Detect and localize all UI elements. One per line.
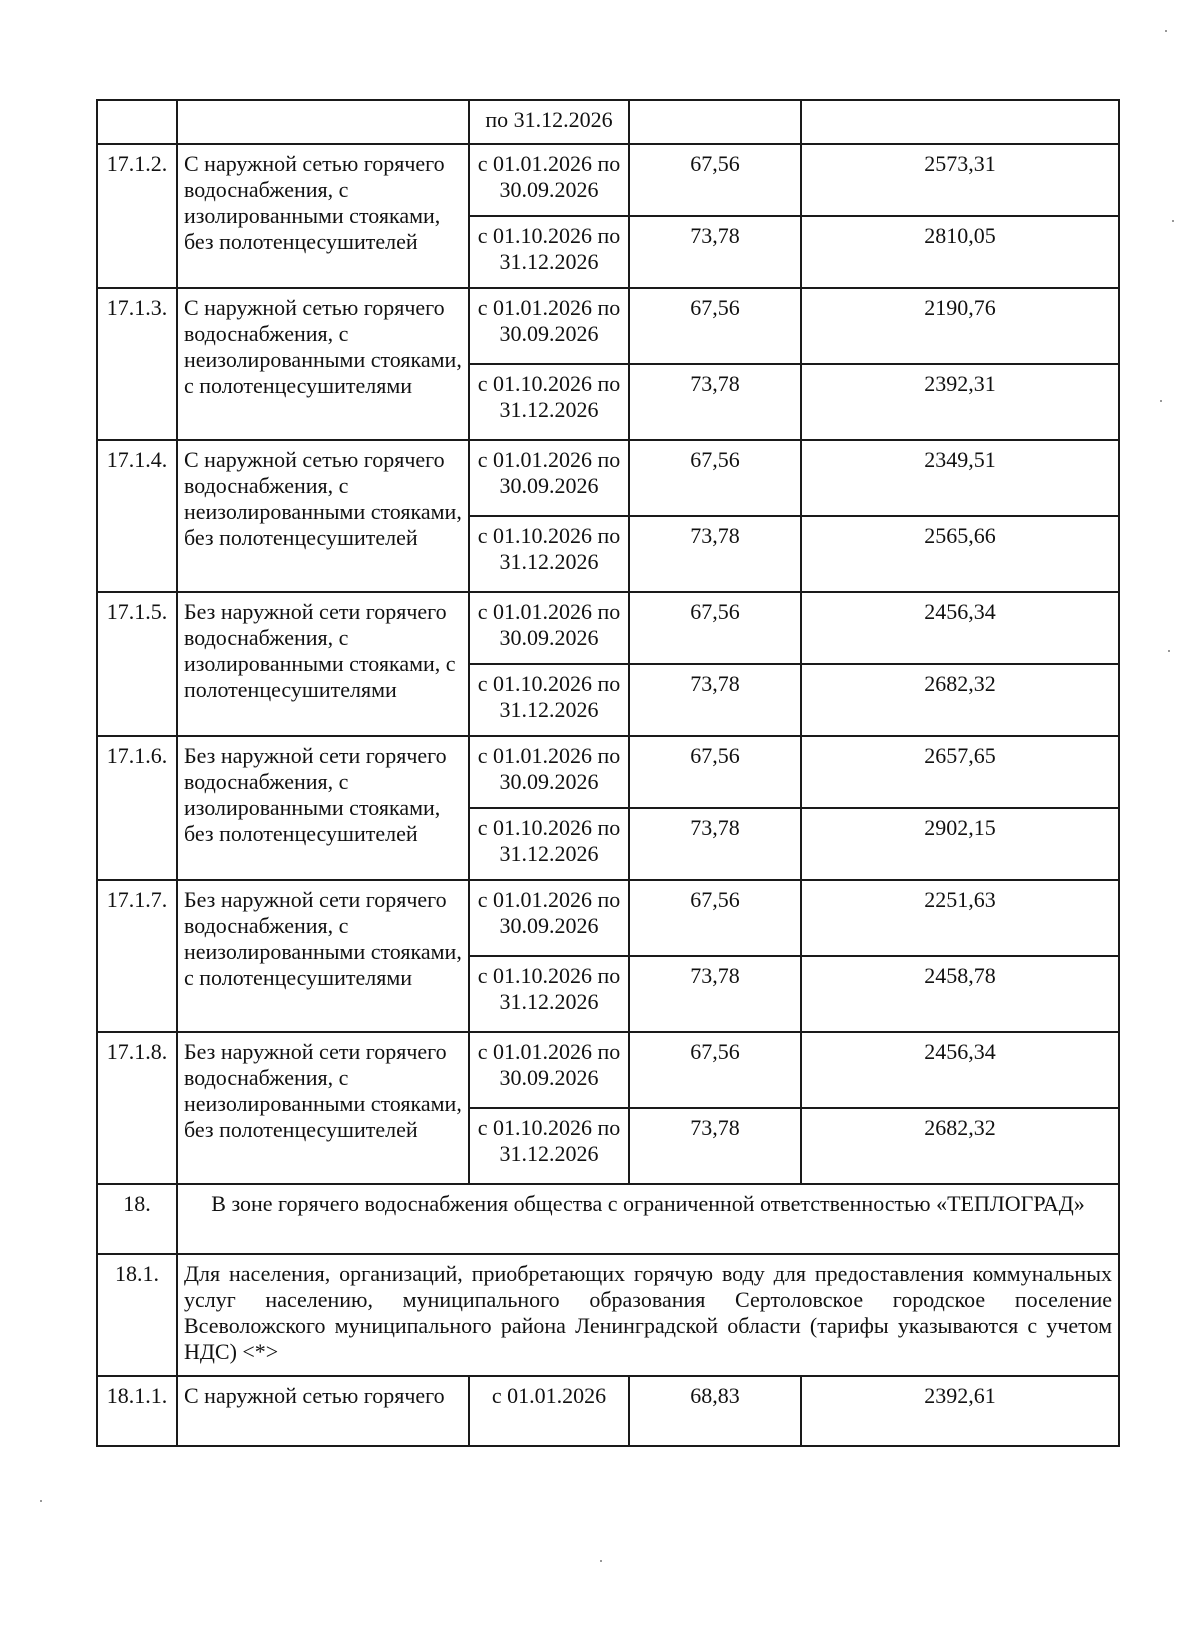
table-row [97,736,1119,808]
period-cell: по 31.12.2026 [469,100,629,144]
description-cell: Без наружной сети горячего водоснабжения, с неизолированными стояками, с полотенцесушителями [177,880,469,1032]
tariff-value-cell: 2902,15 [801,808,1119,880]
description-cell: Без наружной сети горячего водоснабжения, с неизолированными стояками, без полотенцесушителей [177,1032,469,1184]
section-18-body [97,1184,1119,1446]
description-cell: Без наружной сети горячего водоснабжения, с изолированными стояками, без полотенцесушителей [177,736,469,880]
table-row [97,100,1119,144]
tariff-value-cell: 68,83 [629,1376,801,1446]
table-row [97,880,1119,956]
tariff-value-cell [801,100,1119,144]
subsection-number: 18.1. [97,1254,177,1376]
tariff-value-cell: 73,78 [629,664,801,736]
section-title: В зоне горячего водоснабжения общества с ограниченной ответственностью «ТЕПЛОГРАД» [177,1184,1119,1254]
row-number-cell: 17.1.2. [97,144,177,288]
tariff-value-cell: 2573,31 [801,144,1119,216]
row-number-cell: 17.1.4. [97,440,177,592]
tariff-value-cell: 67,56 [629,736,801,808]
period-cell: с 01.10.2026 по 31.12.2026 [469,664,629,736]
period-cell: с 01.01.2026 по 30.09.2026 [469,592,629,664]
tariff-value-cell: 2456,34 [801,1032,1119,1108]
scan-speck [1172,220,1174,222]
tariff-value-cell: 2190,76 [801,288,1119,364]
scan-speck [1160,400,1162,402]
description-cell: С наружной сетью горячего водоснабжения, с неизолированными стояками, с полотенцесушителями [177,288,469,440]
table-row [97,592,1119,664]
tariff-table [96,99,1120,1447]
period-cell: с 01.01.2026 по 30.09.2026 [469,880,629,956]
table-row [97,1032,1119,1108]
scan-speck [1165,30,1167,32]
description-cell: С наружной сетью горячего [177,1376,469,1446]
subsection-row [97,1254,1119,1376]
tariff-value-cell: 2565,66 [801,516,1119,592]
tariff-value-cell: 2458,78 [801,956,1119,1032]
row-number-cell: 18.1.1. [97,1376,177,1446]
tariff-value-cell: 2392,61 [801,1376,1119,1446]
tariff-value-cell: 2682,32 [801,664,1119,736]
tariff-value-cell [629,100,801,144]
scan-speck [1168,650,1170,652]
period-cell: с 01.10.2026 по 31.12.2026 [469,956,629,1032]
period-cell: с 01.01.2026 [469,1376,629,1446]
scan-speck [600,1560,602,1562]
section-number: 18. [97,1184,177,1254]
tariff-value-cell: 73,78 [629,956,801,1032]
tariff-value-cell: 2456,34 [801,592,1119,664]
table-row [97,288,1119,364]
table-row [97,144,1119,216]
tariff-value-cell: 2349,51 [801,440,1119,516]
table-row [97,440,1119,516]
period-cell: с 01.10.2026 по 31.12.2026 [469,364,629,440]
tariff-value-cell: 67,56 [629,440,801,516]
tariff-value-cell: 73,78 [629,516,801,592]
table-row [97,1376,1119,1446]
period-cell: с 01.10.2026 по 31.12.2026 [469,1108,629,1184]
tariff-value-cell: 2682,32 [801,1108,1119,1184]
period-cell: с 01.01.2026 по 30.09.2026 [469,736,629,808]
tariff-value-cell: 67,56 [629,592,801,664]
period-cell: с 01.10.2026 по 31.12.2026 [469,516,629,592]
description-cell: С наружной сетью горячего водоснабжения, с изолированными стояками, без полотенцесушителей [177,144,469,288]
row-number-cell: 17.1.5. [97,592,177,736]
tariff-value-cell: 2810,05 [801,216,1119,288]
subsection-text: Для населения, организаций, приобретающих горячую воду для предоставления коммунальных услуг населению, муниципального образования Сертоловское городское поселение Всеволожского муниципального района Ленинградской области (тарифы указываются с учетом НДС) <*> [177,1254,1119,1376]
period-cell: с 01.01.2026 по 30.09.2026 [469,144,629,216]
tariff-value-cell: 73,78 [629,216,801,288]
tariff-value-cell: 2251,63 [801,880,1119,956]
period-cell: с 01.01.2026 по 30.09.2026 [469,1032,629,1108]
tariff-value-cell: 2392,31 [801,364,1119,440]
tariff-value-cell: 73,78 [629,808,801,880]
row-number-cell: 17.1.8. [97,1032,177,1184]
tariff-table-body [97,100,1119,1184]
row-number-cell [97,100,177,144]
section-row [97,1184,1119,1254]
tariff-value-cell: 67,56 [629,880,801,956]
row-number-cell: 17.1.7. [97,880,177,1032]
scan-speck [40,1500,42,1502]
description-cell: С наружной сетью горячего водоснабжения, с неизолированными стояками, без полотенцесушителей [177,440,469,592]
tariff-value-cell: 73,78 [629,1108,801,1184]
tariff-value-cell: 67,56 [629,1032,801,1108]
tariff-value-cell: 73,78 [629,364,801,440]
tariff-value-cell: 2657,65 [801,736,1119,808]
period-cell: с 01.10.2026 по 31.12.2026 [469,808,629,880]
tariff-value-cell: 67,56 [629,144,801,216]
period-cell: с 01.10.2026 по 31.12.2026 [469,216,629,288]
period-cell: с 01.01.2026 по 30.09.2026 [469,440,629,516]
tariff-value-cell: 67,56 [629,288,801,364]
row-number-cell: 17.1.3. [97,288,177,440]
row-number-cell: 17.1.6. [97,736,177,880]
description-cell [177,100,469,144]
description-cell: Без наружной сети горячего водоснабжения, с изолированными стояками, с полотенцесушителями [177,592,469,736]
period-cell: с 01.01.2026 по 30.09.2026 [469,288,629,364]
